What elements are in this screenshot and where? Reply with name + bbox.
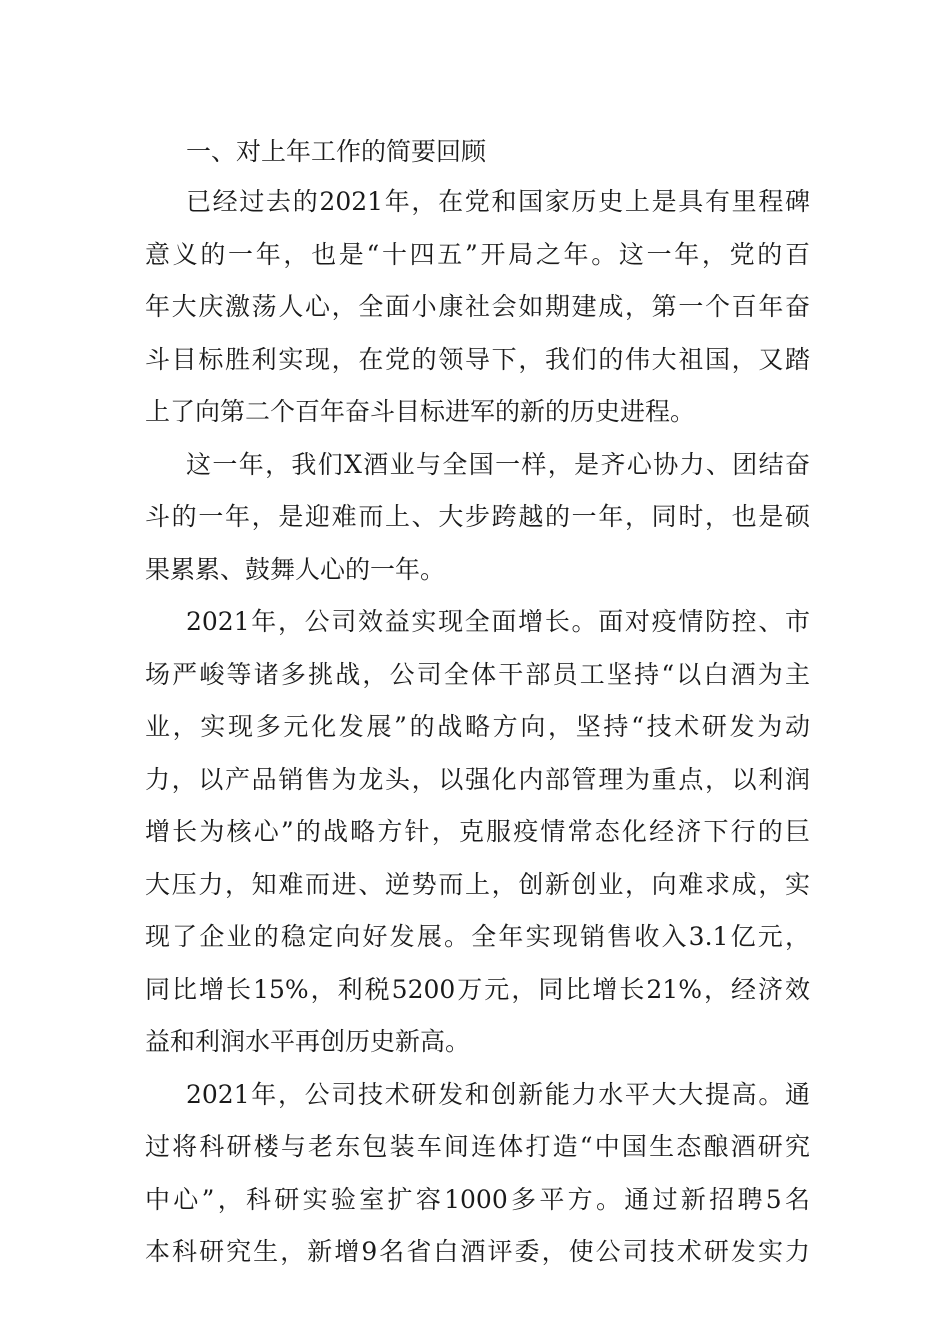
paragraph-2 [145, 439, 810, 597]
paragraph-line: 业，实现多元化发展”的战略方向，坚持“技术研发为动 [145, 712, 810, 741]
paragraph-line: 斗目标胜利实现，在党的领导下，我们的伟大祖国，又踏 [145, 344, 810, 374]
paragraph-line: 益和利润水平再创历史新高。 [145, 1027, 471, 1056]
paragraph-line: 年大庆激荡人心，全面小康社会如期建成，第一个百年奋 [145, 292, 810, 321]
paragraph-line: 果累累、鼓舞人心的一年。 [145, 554, 446, 584]
paragraph-1 [145, 176, 810, 439]
paragraph-4 [145, 1069, 810, 1279]
paragraph-line: 斗的一年，是迎难而上、大步跨越的一年，同时，也是硕 [145, 502, 810, 531]
section-heading: 一、对上年工作的简要回顾 [186, 137, 487, 166]
paragraph-line: 大压力，知难而进、逆势而上，创新创业，向难求成，实 [145, 869, 810, 899]
paragraph-line: 这一年，我们X酒业与全国一样，是齐心协力、团结奋 [186, 449, 810, 479]
document-body [145, 128, 810, 1279]
paragraph-line: 2021年，公司技术研发和创新能力水平大大提高。通 [186, 1079, 810, 1109]
paragraph-line: 过将科研楼与老东包装车间连体打造“中国生态酿酒研究 [145, 1132, 810, 1161]
paragraph-3 [145, 596, 810, 1069]
paragraph-line: 同比增长15%，利税5200万元，同比增长21%，经济效 [145, 974, 810, 1004]
paragraph-line: 意义的一年，也是“十四五”开局之年。这一年，党的百 [145, 239, 810, 269]
paragraph-line: 已经过去的2021年，在党和国家历史上是具有里程碑 [186, 187, 810, 216]
paragraph-line: 2021年，公司效益实现全面增长。面对疫情防控、市 [186, 607, 810, 636]
paragraph-line: 中心”，科研实验室扩容1000多平方。通过新招聘5名 [145, 1184, 810, 1214]
paragraph-line: 现了企业的稳定向好发展。全年实现销售收入3.1亿元， [145, 922, 810, 951]
paragraph-line: 力，以产品销售为龙头，以强化内部管理为重点，以利润 [145, 764, 810, 794]
paragraph-line: 场严峻等诸多挑战，公司全体干部员工坚持“以白酒为主 [145, 659, 810, 689]
paragraph-line: 本科研究生，新增9名省白酒评委，使公司技术研发实力 [145, 1237, 810, 1266]
paragraph-line: 上了向第二个百年奋斗目标进军的新的历史进程。 [145, 397, 696, 426]
paragraph-line: 增长为核心”的战略方针，克服疫情常态化经济下行的巨 [145, 817, 810, 846]
